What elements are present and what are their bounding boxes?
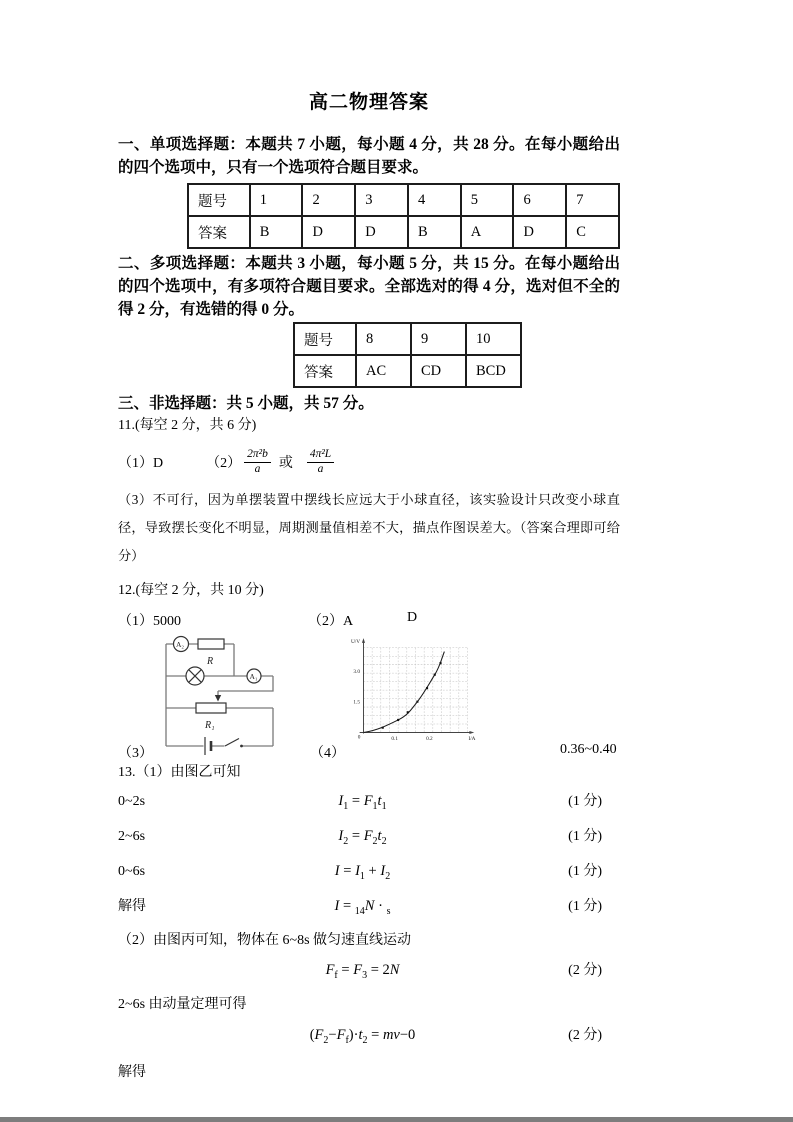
table-cell: 9 — [411, 323, 466, 355]
y-tick-1-5: 1.5 — [353, 699, 360, 706]
equation: $I = I_1 + I_2$ — [334, 862, 391, 882]
switch-icon — [225, 739, 239, 747]
table-cell: D — [302, 216, 355, 248]
section3-heading: 三、非选择题：共 5 小题，共 57 分。 — [118, 395, 374, 412]
equation-row — [118, 825, 620, 847]
q12-part4-label: （4） — [310, 746, 345, 761]
ammeter2-label: A₂ — [176, 639, 185, 649]
interval-label: 0~2s — [118, 794, 146, 809]
table-cell: C — [566, 216, 619, 248]
rheostat-icon — [196, 703, 226, 713]
table-cell: 10 — [466, 323, 521, 355]
q12-part2-answer: （2）A — [308, 614, 354, 629]
table-cell: 7 — [566, 184, 619, 216]
q11-part3-explanation: （3）不可行，因为单摆装置中摆线长应远大于小球直径，该实验设计只改变小球直径，导致摆长变化不明显，周期测量值相差不大，描点作图误差大。（答案合理即可给分） — [118, 492, 620, 563]
q11-part2-label: （2） — [206, 456, 242, 471]
q12-part2-answer-b: D — [407, 610, 418, 625]
table-cell: CD — [411, 355, 466, 387]
q12-part3-label: （3） — [118, 746, 153, 761]
q11-fraction-2 — [307, 448, 334, 475]
table-cell: A — [461, 216, 514, 248]
table-row — [294, 355, 521, 387]
score-label: (1 分) — [568, 898, 602, 914]
table-row — [294, 323, 521, 355]
x-axis-label: I/A — [468, 736, 476, 743]
resistor-icon — [198, 639, 224, 649]
equation: $(F_2-F_f)\cdot t_2 = mv-0$ — [309, 1027, 416, 1047]
grid-lines — [363, 648, 467, 733]
circuit-diagram — [148, 634, 328, 758]
table-cell: AC — [356, 355, 411, 387]
score-label: (2 分) — [568, 962, 602, 978]
q12-figures-row — [118, 632, 620, 762]
page-bottom-edge — [0, 1117, 793, 1122]
equation-row — [118, 1024, 620, 1046]
table-cell: B — [408, 216, 461, 248]
table-cell: 8 — [356, 323, 411, 355]
page-title: 高二物理答案 — [308, 92, 429, 113]
slider-arrow-icon — [215, 695, 221, 702]
x-axis-arrow — [469, 731, 474, 734]
switch-contact — [240, 745, 243, 748]
score-label: (2 分) — [568, 1028, 602, 1044]
q12-part1-answer: （1）5000 — [118, 614, 181, 629]
equation: $F_f = F_3 = 2N$ — [325, 961, 400, 981]
table-header-cell: 题号 — [294, 323, 356, 355]
equation-row — [118, 959, 620, 981]
q12-answers-row — [118, 610, 620, 632]
fraction-denominator: a — [254, 462, 261, 475]
x-tick-0-2: 0.2 — [426, 736, 433, 743]
table-cell: 5 — [461, 184, 514, 216]
ui-characteristic-graph — [350, 632, 480, 754]
q13-part2-text: （2）由图丙可知，物体在 6~8s 做匀速直线运动 — [118, 932, 412, 948]
y-axis-label: U/V — [350, 638, 361, 645]
interval-label: 2~6s — [118, 828, 146, 844]
q11-or-word: 或 — [278, 456, 293, 471]
equation: I = $_{14}$N · $_s$ — [334, 897, 391, 917]
table-header-cell: 答案 — [188, 216, 250, 248]
q13-heading: 13.（1）由图乙可知 — [118, 765, 241, 780]
equation: $I_2 = F_2t_2$ — [338, 827, 387, 847]
section2-heading: 二、多项选择题：本题共 3 小题，每小题 5 分，共 15 分。在每小题给出的四个选项中，有多项符合题目要求。全部选对的得 4 分，选对但不全的得 2 分，有选错的得 0 分。 — [118, 255, 620, 318]
y-tick-3: 3.0 — [353, 668, 360, 675]
table-cell: 1 — [250, 184, 303, 216]
equation: $I_1 = F_1t_1$ — [338, 793, 387, 812]
fraction-denominator: a — [317, 462, 324, 475]
y-axis-arrow — [362, 638, 365, 643]
ammeter1-label: A₁ — [249, 671, 258, 681]
q11-heading: 11.(每空 2 分，共 6 分) — [118, 418, 257, 433]
table-cell: B — [250, 216, 303, 248]
table-row — [188, 184, 619, 216]
q11-fraction-1 — [244, 448, 271, 475]
score-label: (1 分) — [568, 828, 602, 844]
q11-part1-answer: （1）D — [118, 456, 164, 471]
equation-row — [118, 860, 620, 882]
curve — [363, 652, 444, 733]
equation-row — [118, 790, 620, 812]
table-cell: 4 — [408, 184, 461, 216]
table-row — [188, 216, 619, 248]
section1-heading: 一、单项选择题：本题共 7 小题，每小题 4 分，共 28 分。在每小题给出的四个选项中，只有一个选项符合题目要求。 — [118, 136, 620, 176]
q13-part2b-text: 2~6s 由动量定理可得 — [118, 997, 247, 1013]
single-choice-answer-table — [187, 183, 620, 249]
table-cell: 6 — [513, 184, 566, 216]
origin-label: 0 — [357, 734, 361, 741]
fraction-numerator: 2π²b — [244, 448, 271, 462]
resistor-label: R — [207, 656, 214, 667]
fraction-numerator: 4π²L — [307, 448, 334, 462]
score-label: (1 分) — [568, 863, 602, 879]
equation-row — [118, 895, 620, 917]
table-header-cell: 答案 — [294, 355, 356, 387]
q13-final-solve-label: 解得 — [118, 1065, 146, 1081]
multi-choice-answer-table — [293, 322, 522, 388]
document-page — [118, 90, 620, 1084]
solve-label: 解得 — [118, 898, 146, 914]
q11-answers-row — [118, 443, 620, 481]
table-cell: BCD — [466, 355, 521, 387]
table-header-cell: 题号 — [188, 184, 250, 216]
interval-label: 0~6s — [118, 863, 146, 879]
score-label: (1 分) — [568, 794, 602, 809]
lamp-cross — [189, 670, 202, 683]
table-cell: 3 — [355, 184, 408, 216]
q12-part4-range-answer: 0.36~0.40 — [560, 742, 617, 757]
table-cell: 2 — [302, 184, 355, 216]
table-cell: D — [513, 216, 566, 248]
x-tick-0-1: 0.1 — [391, 736, 399, 743]
rheostat-label: R₁ — [205, 720, 215, 731]
table-cell: D — [355, 216, 408, 248]
q12-heading: 12.(每空 2 分，共 10 分) — [118, 583, 264, 598]
